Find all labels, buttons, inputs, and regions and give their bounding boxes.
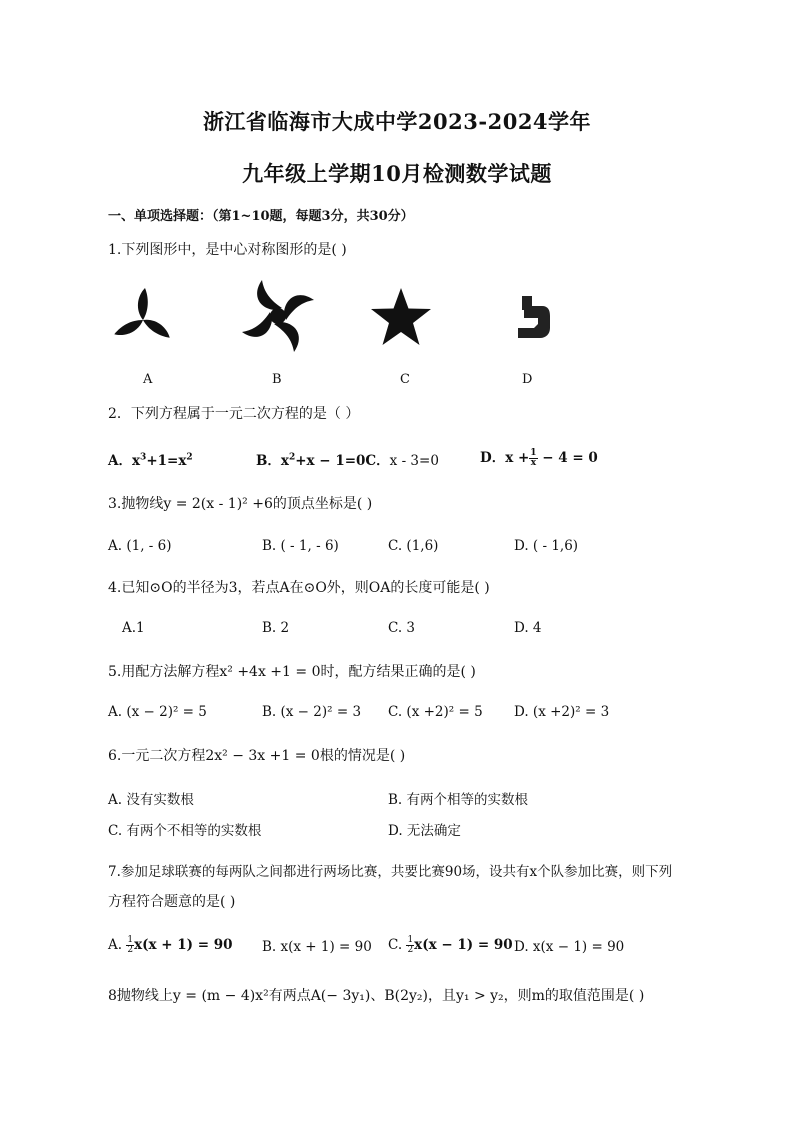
question-4-option-b: B. 2 — [262, 620, 290, 636]
question-2-option-d: D．x + $\frac{1}{x}$ − 4 = 0 — [480, 448, 598, 468]
four-blade-pinwheel-icon — [236, 278, 320, 354]
question-2-stem: 2．下列方程属于一元二次方程的是（ ） — [108, 406, 360, 422]
question-7-option-c: C. $\frac{1}{2}$ x(x − 1) = 90 — [388, 935, 513, 955]
question-4-stem: 4.已知⊙O的半径为3，若点A在⊙O外，则OA的长度可能是( ) — [108, 580, 490, 596]
question-5-option-c: C. (x +2)² = 5 — [388, 704, 483, 720]
question-6-stem: 6.一元二次方程2x² − 3x +1 = 0根的情况是( ) — [108, 748, 406, 764]
bracket-shape-icon — [512, 294, 552, 340]
question-7-stem-line1: 7.参加足球联赛的每两队之间都进行两场比赛，共要比赛90场，设共有x个队参加比赛，则下列 — [108, 864, 673, 880]
question-1-stem: 1.下列图形中，是中心对称图形的是( ) — [108, 242, 347, 258]
question-6-option-a: A. 没有实数根 — [108, 792, 194, 808]
exam-title-line2: 九年级上学期10月检测数学试题 — [242, 161, 552, 186]
question-8-stem: 8抛物线上y = (m − 4)x²有两点A(− 3y₁)、B(2y₂)，且y₁ > y₂，则m的取值范围是( ) — [108, 988, 645, 1004]
question-2-option-a: A．$x^3+1=x^2$ — [108, 452, 193, 469]
question-7-option-b: B. x(x + 1) = 90 — [262, 939, 372, 955]
exam-title-line1: 浙江省临海市大成中学2023-2024学年 — [202, 109, 592, 134]
option-label-d: D — [522, 372, 533, 387]
question-5-option-b: B. (x − 2)² = 3 — [262, 704, 362, 720]
section-heading: 一、单项选择题：（第1~10题，每题3分，共30分） — [108, 209, 414, 224]
question-2-option-b-c: B．$x^2+x - 1=0C$．x - 3=0 — [256, 452, 439, 469]
question-4-option-a: A.1 — [122, 620, 145, 636]
question-6-option-c: C. 有两个不相等的实数根 — [108, 823, 262, 839]
question-5-option-d: D. (x +2)² = 3 — [514, 704, 610, 720]
question-7-option-a: A. $\frac{1}{2}$ x(x + 1) = 90 — [108, 935, 233, 955]
question-6-option-b: B. 有两个相等的实数根 — [388, 792, 529, 808]
question-3-option-c: C. (1,6) — [388, 538, 439, 554]
five-point-star-icon — [368, 286, 434, 348]
option-label-a: A — [143, 372, 153, 387]
three-blade-propeller-icon — [112, 284, 174, 346]
question-7-option-d: D. x(x − 1) = 90 — [514, 939, 625, 955]
question-5-stem: 5.用配方法解方程x² +4x +1 = 0时，配方结果正确的是( ) — [108, 664, 476, 680]
option-label-c: C — [400, 372, 410, 387]
option-label-b: B — [272, 372, 282, 387]
question-3-option-a: A. (1, - 6) — [108, 538, 172, 554]
question-3-option-d: D. ( - 1,6) — [514, 538, 579, 554]
question-7-stem-line2: 方程符合题意的是( ) — [108, 894, 236, 910]
question-3-option-b: B. ( - 1, - 6) — [262, 538, 339, 554]
question-3-stem: 3.抛物线y = 2(x - 1)² +6的顶点坐标是( ) — [108, 496, 373, 512]
question-6-option-d: D. 无法确定 — [388, 823, 461, 839]
question-5-option-a: A. (x − 2)² = 5 — [108, 704, 207, 720]
question-4-option-d: D. 4 — [514, 620, 542, 636]
question-4-option-c: C. 3 — [388, 620, 416, 636]
